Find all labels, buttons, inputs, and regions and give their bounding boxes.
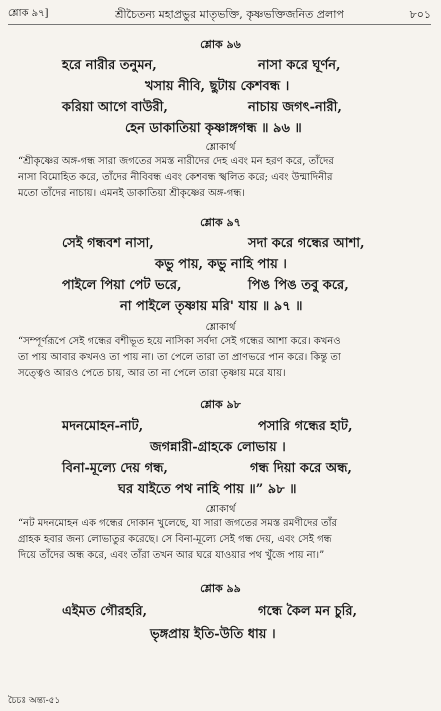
- verse-line: এইমত গৌরহরি,: [62, 604, 148, 619]
- header-verse-ref: শ্লোক ৯৭]: [8, 8, 49, 19]
- verse-line: হরে নারীর তনুমন,: [62, 58, 157, 73]
- verse-line: গন্ধ দিয়া করে অন্ধ,: [250, 461, 352, 476]
- verse-line: ঘর যাইতে পথ নাহি পায় ॥” ৯৮ ॥: [118, 482, 297, 497]
- page-number: ৮০১: [409, 8, 431, 21]
- verse-heading: শ্লোক ৯৬: [200, 38, 241, 51]
- verse-heading: শ্লোক ৯৮: [200, 398, 241, 411]
- verse-line: জগন্নারী-গ্রাহকে লোভায় ।: [150, 440, 286, 455]
- verse-line: মদনমোহন-নাট,: [62, 419, 144, 434]
- verse-line: খসায় নীবি, ছুটায় কেশবন্ধ ।: [145, 79, 290, 94]
- header-rule: [8, 24, 431, 25]
- translation: “সম্পূর্ণরূপে সেই গন্ধের বশীভূত হয়ে নাসিকা সর্বদা সেই গন্ধের আশা করে। কখনও তা পায় আবার কখনও তা পায় না। তা পেলে তারা তা প্রাণভরে পান করে। কিন্তু তা সত্ত্বেও আরও পেতে চায়, আর তা না পেলে তারা তৃষ্ণায় মরে যায়।: [18, 336, 341, 379]
- verse-line: বিনা-মূল্যে দেয় গন্ধ,: [62, 461, 168, 476]
- translation-heading: শ্লোকার্থ: [205, 504, 236, 515]
- verse-line: পাইলে পিয়া পেট ভরে,: [62, 278, 182, 293]
- verse-line: না পাইলে তৃষ্ণায় মরি' যায় ॥ ৯৭ ॥: [120, 299, 303, 314]
- translation-heading: শ্লোকার্থ: [205, 142, 236, 153]
- verse-line: করিয়া আগে বাউরী,: [62, 100, 168, 115]
- verse-line: পিঙ পিঙ তবু করে,: [248, 278, 349, 293]
- translation: “শ্রীকৃষ্ণের অঙ্গ-গন্ধ সারা জগতের সমস্ত নারীদের দেহ এবং মন হরণ করে, তাঁদের নাসা বিমোহিত করে, তাঁদের নীবিবন্ধ এবং কেশবন্ধ স্খলিত করে; এবং উন্মাদিনীর মতো তাঁদের নাচায়। এমনই ডাকাতিয়া শ্রীকৃষ্ণের অঙ্গ-গন্ধ।: [18, 156, 334, 199]
- verse-line: কভু পায়, কভু নাহি পায় ।: [155, 257, 287, 272]
- header-chapter-title: শ্রীচৈতন্য মহাপ্রভুর মাতৃভক্তি, কৃষ্ণভক্তিজনিত প্রলাপ: [115, 8, 344, 21]
- verse-line: ভৃঙ্গপ্রায় ইতি-উতি ধায় ।: [150, 627, 276, 642]
- verse-heading: শ্লোক ৯৯: [200, 582, 241, 595]
- page-footer: চৈচঃ অন্ত্য-৫১: [8, 696, 61, 706]
- verse-line: নাচায় জগৎ-নারী,: [248, 100, 342, 115]
- running-header: [8, 6, 431, 26]
- verse-line: সেই গন্ধবশ নাসা,: [62, 236, 154, 251]
- verse-heading: শ্লোক ৯৭: [200, 216, 241, 229]
- verse-line: নাসা করে ঘূর্ণন,: [258, 58, 341, 73]
- verse-line: গন্ধে কৈল মন চুরি,: [258, 604, 358, 619]
- verse-line: পসারি গন্ধের হাট,: [258, 419, 353, 434]
- verse-line: হেন ডাকাতিয়া কৃষ্ণাঙ্গগন্ধ ॥ ৯৬ ॥: [125, 121, 302, 136]
- translation: “নট মদনমোহন এক গন্ধের দোকান খুলেছে, যা সারা জগতের সমস্ত রমণীদের তাঁর গ্রাহক হবার জন্য লোভাতুর করেছে। সে বিনা-মূল্যে সেই গন্ধ দেয়, এবং সেই গন্ধ দিয়ে তাঁদের অন্ধ করে, এবং তাঁরা তখন আর ঘরে যাওয়ার পথ খুঁজে পায় না।”: [18, 518, 338, 561]
- translation-heading: শ্লোকার্থ: [205, 322, 236, 333]
- verse-line: সদা করে গন্ধের আশা,: [248, 236, 365, 251]
